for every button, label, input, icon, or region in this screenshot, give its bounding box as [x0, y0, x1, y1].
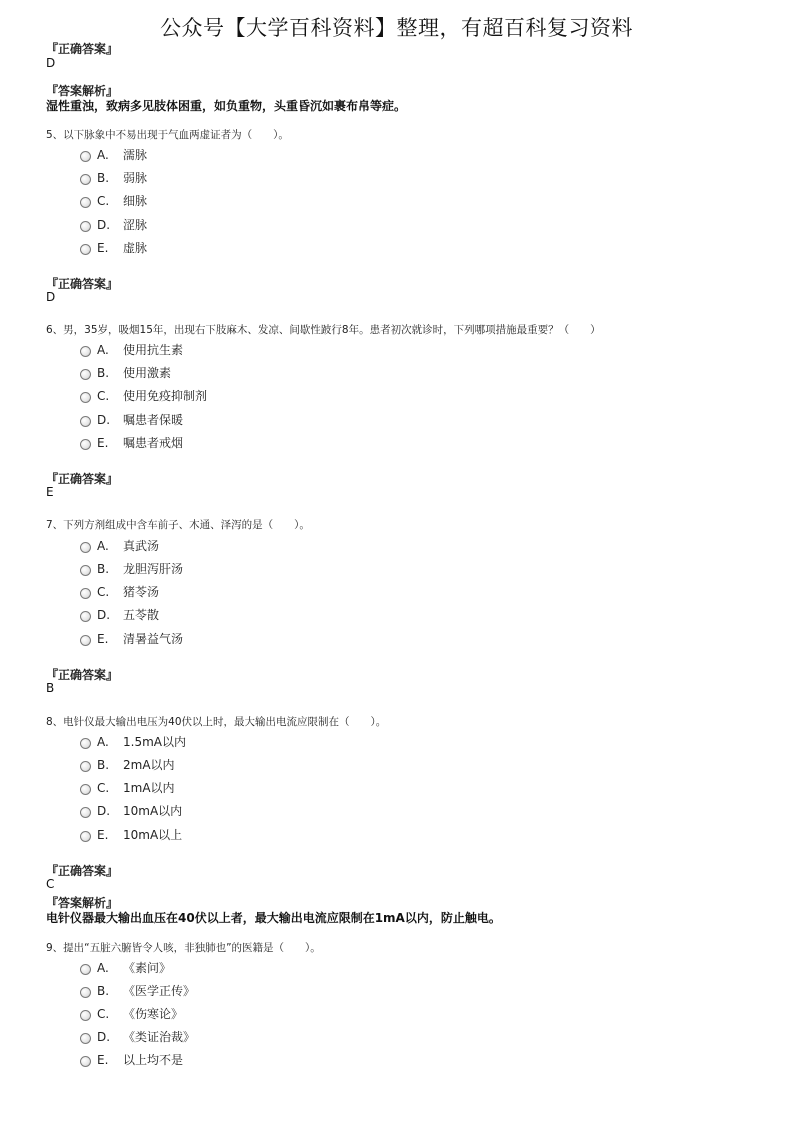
question-6-option-c[interactable]: C. 使用免疫抑制剂 — [80, 387, 207, 404]
radio-icon[interactable] — [80, 542, 91, 553]
radio-icon[interactable] — [80, 174, 91, 185]
radio-icon[interactable] — [80, 1010, 91, 1021]
radio-icon[interactable] — [80, 611, 91, 622]
radio-icon[interactable] — [80, 987, 91, 998]
question-6-option-b[interactable]: B. 使用激素 — [80, 364, 171, 381]
radio-icon[interactable] — [80, 831, 91, 842]
question-7-option-c[interactable]: C. 猪苓汤 — [80, 583, 159, 600]
question-5-option-d[interactable]: D. 涩脉 — [80, 216, 147, 233]
radio-icon[interactable] — [80, 197, 91, 208]
radio-icon[interactable] — [80, 635, 91, 646]
question-8-option-a[interactable]: A. 1.5mA以内 — [80, 733, 186, 750]
question-5-answer: D — [46, 290, 56, 304]
correct-answer-label: 『正确答案』 — [46, 42, 119, 56]
question-8-option-d[interactable]: D. 10mA以内 — [80, 802, 182, 819]
radio-icon[interactable] — [80, 807, 91, 818]
question-5-option-a[interactable]: A. 濡脉 — [80, 146, 147, 163]
question-8-text: 8、电针仪最大输出电压为40伏以上时，最大输出电流应限制在（ ）。 — [46, 716, 387, 728]
radio-icon[interactable] — [80, 761, 91, 772]
question-5-option-b[interactable]: B. 弱脉 — [80, 169, 147, 186]
radio-icon[interactable] — [80, 244, 91, 255]
correct-answer-label: 『正确答案』 — [46, 864, 119, 878]
question-9-option-a[interactable]: A. 《素问》 — [80, 959, 171, 976]
radio-icon[interactable] — [80, 1056, 91, 1067]
question-8-option-e[interactable]: E. 10mA以上 — [80, 826, 182, 843]
question-9-option-d[interactable]: D. 《类证治裁》 — [80, 1028, 195, 1045]
radio-icon[interactable] — [80, 439, 91, 450]
question-6-option-d[interactable]: D. 嘱患者保暖 — [80, 411, 183, 428]
question-8-answer: C — [46, 877, 55, 891]
correct-answer-label: 『正确答案』 — [46, 668, 119, 682]
question-7-answer: B — [46, 681, 55, 695]
question-7-option-e[interactable]: E. 清暑益气汤 — [80, 630, 183, 647]
analysis-label: 『答案解析』 — [46, 84, 119, 98]
radio-icon[interactable] — [80, 221, 91, 232]
question-7-text: 7、下列方剂组成中含车前子、木通、泽泻的是（ ）。 — [46, 519, 310, 531]
radio-icon[interactable] — [80, 1033, 91, 1044]
radio-icon[interactable] — [80, 784, 91, 795]
question-5-option-c[interactable]: C. 细脉 — [80, 192, 147, 209]
question-6-option-a[interactable]: A. 使用抗生素 — [80, 341, 183, 358]
radio-icon[interactable] — [80, 346, 91, 357]
radio-icon[interactable] — [80, 738, 91, 749]
radio-icon[interactable] — [80, 964, 91, 975]
radio-icon[interactable] — [80, 588, 91, 599]
question-6-text: 6、男，35岁，吸烟15年，出现右下肢麻木、发凉、间歇性跛行8年。患者初次就诊时，下列哪项措施最重要？（ ） — [46, 324, 601, 336]
radio-icon[interactable] — [80, 369, 91, 380]
analysis-text: 湿性重浊，致病多见肢体困重，如负重物，头重昏沉如裹布帛等症。 — [46, 99, 407, 113]
correct-answer-label: 『正确答案』 — [46, 472, 119, 486]
question-5-text: 5、以下脉象中不易出现于气血两虚证者为（ ）。 — [46, 129, 289, 141]
correct-answer-label: 『正确答案』 — [46, 277, 119, 291]
radio-icon[interactable] — [80, 565, 91, 576]
page-header: 公众号【大学百科资料】整理，有超百科复习资料 — [160, 16, 633, 40]
question-8-option-c[interactable]: C. 1mA以内 — [80, 779, 175, 796]
correct-answer-value: D — [46, 56, 56, 70]
question-8-option-b[interactable]: B. 2mA以内 — [80, 756, 175, 773]
question-7-option-b[interactable]: B. 龙胆泻肝汤 — [80, 560, 183, 577]
question-5-option-e[interactable]: E. 虚脉 — [80, 239, 147, 256]
question-9-option-c[interactable]: C. 《伤寒论》 — [80, 1005, 183, 1022]
radio-icon[interactable] — [80, 392, 91, 403]
question-6-option-e[interactable]: E. 嘱患者戒烟 — [80, 434, 183, 451]
question-9-option-e[interactable]: E. 以上均不是 — [80, 1051, 183, 1068]
question-7-option-d[interactable]: D. 五苓散 — [80, 606, 159, 623]
question-9-text: 9、提出“五脏六腑皆令人咳，非独肺也”的医籍是（ ）。 — [46, 942, 321, 954]
question-7-option-a[interactable]: A. 真武汤 — [80, 537, 159, 554]
analysis-label: 『答案解析』 — [46, 896, 119, 910]
radio-icon[interactable] — [80, 151, 91, 162]
question-9-option-b[interactable]: B. 《医学正传》 — [80, 982, 195, 999]
question-6-answer: E — [46, 485, 54, 499]
radio-icon[interactable] — [80, 416, 91, 427]
question-8-analysis: 电针仪器最大输出血压在40伏以上者，最大输出电流应限制在1mA以内，防止触电。 — [46, 911, 501, 925]
